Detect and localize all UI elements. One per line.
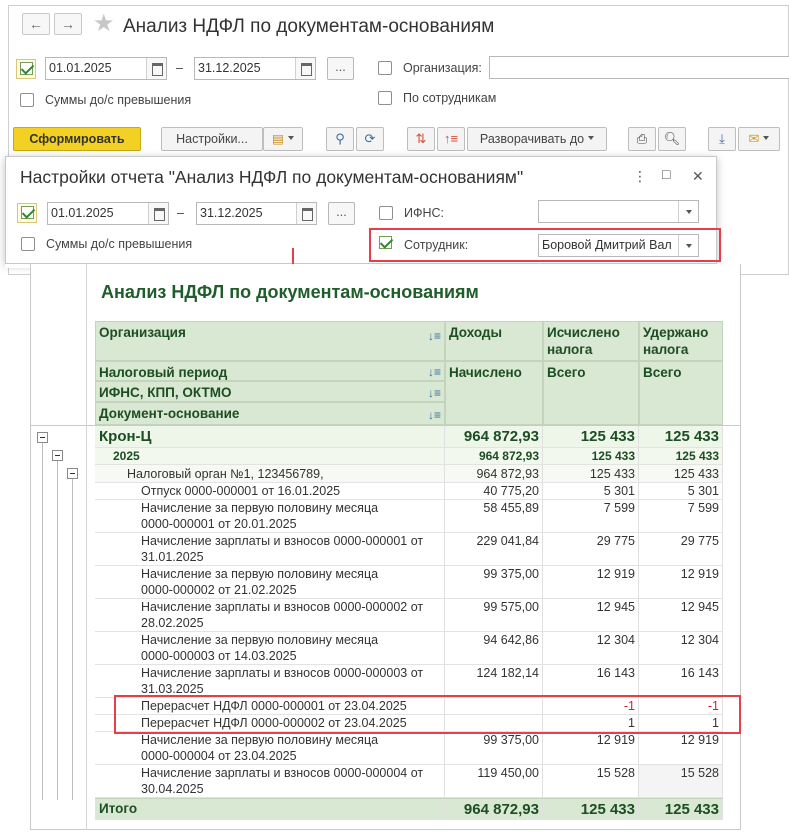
cell-withheld: 15 528: [639, 765, 723, 797]
window-title: Анализ НДФЛ по документам-основаниям: [123, 16, 495, 37]
report-left-divider: [86, 264, 87, 830]
check-icon: [20, 62, 33, 75]
date-from-field[interactable]: [45, 57, 167, 80]
download-icon: ⤓: [719, 131, 725, 146]
header-withheld-label: Удержано налога: [643, 325, 709, 357]
more-icon[interactable]: ⋮: [633, 168, 647, 184]
cell-withheld: 12 919: [639, 732, 723, 764]
dialog-date-from-field[interactable]: [47, 202, 169, 225]
table-row-organization[interactable]: [95, 426, 723, 448]
period-checkbox[interactable]: [16, 59, 36, 79]
report-title: Анализ НДФЛ по документам-основаниям: [101, 282, 479, 302]
header-organization[interactable]: [95, 321, 445, 361]
sort-desc-icon: ↑≡: [443, 131, 459, 146]
header-income-sub-label: Начислено: [449, 365, 522, 380]
dialog-sums-label: Суммы до/с превышения: [46, 237, 193, 251]
tree-line: [42, 443, 43, 800]
calendar-icon[interactable]: [296, 203, 316, 224]
cell-name: Начисление за первую половину месяца 0000-000004 от 23.04.2025: [95, 732, 445, 764]
header-income-sub[interactable]: [445, 361, 543, 425]
back-button[interactable]: [22, 13, 50, 35]
ifns-field[interactable]: [538, 200, 699, 223]
employee-value: Боровой Дмитрий Вал: [542, 238, 672, 252]
cell-income: 119 450,00: [445, 765, 543, 797]
dialog-date-to-field[interactable]: [196, 202, 317, 225]
cell-name: Перерасчет НДФЛ 0000-000002 от 23.04.2025: [95, 715, 445, 731]
cell-withheld: 125 433: [639, 448, 723, 464]
period-select-button[interactable]: ...: [327, 57, 354, 80]
table-row[interactable]: [95, 632, 723, 665]
cell-calculated: 125 433: [543, 448, 639, 464]
sums-label: Суммы до/с превышения: [45, 93, 192, 107]
forward-button[interactable]: [54, 13, 82, 35]
search-next-button[interactable]: [356, 127, 384, 151]
header-income[interactable]: [445, 321, 543, 361]
dialog-sums-checkbox[interactable]: [21, 237, 35, 251]
cell-withheld: -1: [639, 698, 723, 714]
sort-desc-button[interactable]: [437, 127, 465, 151]
cell-calculated: 125 433: [543, 465, 639, 482]
cell-name: Налоговый орган №1, 123456789,: [95, 465, 445, 482]
arrow-right-icon: →: [61, 16, 75, 32]
collapse-icon[interactable]: [67, 468, 78, 479]
table-row[interactable]: [95, 533, 723, 566]
header-doc-basis-label: Документ-основание: [99, 406, 240, 421]
generate-button[interactable]: Сформировать: [13, 127, 141, 151]
cell-calculated: 29 775: [543, 533, 639, 565]
cell-calculated: 16 143: [543, 665, 639, 697]
table-row[interactable]: [95, 500, 723, 533]
print-button[interactable]: [628, 127, 656, 151]
cell-calculated: 5 301: [543, 483, 639, 499]
cell-withheld: 125 433: [639, 799, 723, 819]
maximize-icon[interactable]: □: [662, 166, 671, 182]
by-employees-label: По сотрудникам: [403, 91, 497, 105]
dialog-period-select-button[interactable]: ...: [328, 202, 355, 225]
cell-name: Начисление зарплаты и взносов 0000-000004 от 30.04.2025: [95, 765, 445, 797]
cell-name: Итого: [95, 799, 445, 819]
cell-name: Перерасчет НДФЛ 0000-000001 от 23.04.2025: [95, 698, 445, 714]
search-next-icon: ⟳: [364, 131, 376, 146]
header-calculated-sub[interactable]: [543, 361, 639, 425]
cell-income: 40 775,20: [445, 483, 543, 499]
cell-name: Начисление за первую половину месяца 0000-000002 от 21.02.2025: [95, 566, 445, 598]
header-doc-basis[interactable]: [95, 402, 445, 425]
organization-label: Организация:: [403, 61, 482, 75]
organization-field[interactable]: [489, 56, 789, 79]
print-preview-icon: 🔍︎: [663, 131, 681, 146]
header-calculated-sub-label: Всего: [547, 365, 586, 380]
date-from-value: 01.01.2025: [49, 61, 112, 75]
table-row[interactable]: [95, 483, 723, 500]
cell-calculated: 12 919: [543, 732, 639, 764]
variant-button[interactable]: [263, 127, 303, 151]
table-row[interactable]: [95, 765, 723, 798]
dialog-date-to-value: 31.12.2025: [200, 206, 263, 220]
header-tax-period-label: Налоговый период: [99, 365, 228, 380]
tree-line: [57, 461, 58, 800]
preview-button[interactable]: [658, 127, 686, 151]
search-button[interactable]: [326, 127, 354, 151]
search-icon: ⚲: [335, 131, 345, 146]
cell-calculated: 125 433: [543, 799, 639, 819]
dialog-period-checkbox[interactable]: [17, 203, 37, 223]
cell-income: 99 375,00: [445, 732, 543, 764]
cell-withheld: 125 433: [639, 465, 723, 482]
ifns-checkbox[interactable]: [379, 206, 393, 220]
calendar-icon[interactable]: [146, 58, 166, 79]
favorite-star-icon[interactable]: ★: [93, 10, 115, 37]
cell-withheld: 125 433: [639, 426, 723, 447]
send-button[interactable]: [738, 127, 780, 151]
chevron-down-icon[interactable]: [678, 201, 698, 222]
cell-name: Начисление за первую половину месяца 0000-000003 от 14.03.2025: [95, 632, 445, 664]
dialog-date-dash: –: [177, 206, 184, 220]
employee-label: Сотрудник:: [404, 238, 469, 252]
cell-name: Отпуск 0000-000001 от 16.01.2025: [95, 483, 445, 499]
cell-calculated: 15 528: [543, 765, 639, 797]
header-ifns-label: ИФНС, КПП, ОКТМО: [99, 385, 232, 400]
cell-name: Начисление зарплаты и взносов 0000-000003 от 31.03.2025: [95, 665, 445, 697]
date-dash: –: [176, 61, 183, 75]
table-row[interactable]: [95, 566, 723, 599]
cell-calculated: 7 599: [543, 500, 639, 532]
cell-name: Крон-Ц: [95, 426, 445, 447]
header-withheld-sub[interactable]: [639, 361, 723, 425]
cell-withheld: 7 599: [639, 500, 723, 532]
header-withheld[interactable]: [639, 321, 723, 361]
cell-income: 99 575,00: [445, 599, 543, 631]
table-row[interactable]: [95, 599, 723, 632]
table-row-tax-authority[interactable]: [95, 465, 723, 483]
cell-withheld: 5 301: [639, 483, 723, 499]
settings-button[interactable]: Настройки...: [161, 127, 263, 151]
employee-highlight: [369, 228, 721, 262]
cell-income: 964 872,93: [445, 799, 543, 819]
sort-icon[interactable]: ↓≡: [427, 386, 441, 400]
calendar-icon[interactable]: [148, 203, 168, 224]
collapse-icon[interactable]: [52, 450, 63, 461]
header-calculated-label: Исчислено налога: [547, 325, 620, 357]
table-row-year[interactable]: [95, 448, 723, 465]
cell-calculated: 12 945: [543, 599, 639, 631]
sort-asc-button[interactable]: [407, 127, 435, 151]
arrow-left-icon: ←: [29, 16, 43, 32]
cell-calculated: 12 304: [543, 632, 639, 664]
cell-name: 2025: [95, 448, 445, 464]
report-variant-icon: ▤: [272, 132, 284, 146]
expand-to-label: Разворачивать до: [479, 132, 585, 146]
cell-income: 964 872,93: [445, 465, 543, 482]
cell-income: 124 182,14: [445, 665, 543, 697]
cell-withheld: 29 775: [639, 533, 723, 565]
dialog-title: Настройки отчета "Анализ НДФЛ по документам-основаниям": [20, 167, 524, 187]
cell-income: 964 872,93: [445, 426, 543, 447]
settings-dialog: [5, 156, 717, 264]
tree-line: [72, 479, 73, 800]
sums-checkbox[interactable]: [20, 93, 34, 107]
header-ifns[interactable]: [95, 381, 445, 402]
cell-calculated: 125 433: [543, 426, 639, 447]
calendar-icon[interactable]: [295, 58, 315, 79]
sort-icon[interactable]: ↓≡: [427, 365, 441, 379]
save-button[interactable]: [708, 127, 736, 151]
cell-name: Начисление зарплаты и взносов 0000-000001 от 31.01.2025: [95, 533, 445, 565]
cell-calculated: -1: [543, 698, 639, 714]
collapse-icon[interactable]: [37, 432, 48, 443]
header-income-label: Доходы: [449, 325, 503, 340]
table-row[interactable]: [95, 665, 723, 698]
cell-income: 964 872,93: [445, 448, 543, 464]
header-organization-label: Организация: [99, 325, 186, 340]
expand-to-button[interactable]: [467, 127, 607, 151]
dialog-edge: [5, 264, 30, 268]
cell-withheld: 12 919: [639, 566, 723, 598]
check-icon: [21, 206, 34, 219]
sort-icon[interactable]: ↓≡: [427, 329, 441, 343]
header-calculated[interactable]: [543, 321, 639, 361]
cell-income: 99 375,00: [445, 566, 543, 598]
cell-income: 94 642,86: [445, 632, 543, 664]
cell-withheld: 1: [639, 715, 723, 731]
close-icon[interactable]: ✕: [692, 168, 704, 184]
sort-asc-icon: ⇅: [415, 131, 427, 146]
table-row[interactable]: [95, 732, 723, 765]
cell-name: Начисление зарплаты и взносов 0000-000002 от 28.02.2025: [95, 599, 445, 631]
date-to-value: 31.12.2025: [198, 61, 261, 75]
ifns-label: ИФНС:: [404, 206, 445, 220]
print-icon: ⎙: [636, 131, 648, 146]
envelope-icon: ✉: [748, 131, 760, 146]
cell-income: 229 041,84: [445, 533, 543, 565]
recalc-rows-highlight: [114, 695, 741, 734]
by-employees-checkbox[interactable]: [378, 91, 392, 105]
date-to-field[interactable]: [194, 57, 316, 80]
table-row-total[interactable]: [95, 798, 723, 820]
cell-calculated: 12 919: [543, 566, 639, 598]
sort-icon[interactable]: ↓≡: [427, 408, 441, 422]
organization-checkbox[interactable]: [378, 61, 392, 75]
cell-withheld: 12 304: [639, 632, 723, 664]
cell-calculated: 1: [543, 715, 639, 731]
cell-income: 58 455,89: [445, 500, 543, 532]
header-tax-period[interactable]: [95, 361, 445, 381]
cell-withheld: 12 945: [639, 599, 723, 631]
dialog-date-from-value: 01.01.2025: [51, 206, 114, 220]
cell-withheld: 16 143: [639, 665, 723, 697]
header-withheld-sub-label: Всего: [643, 365, 682, 380]
cell-name: Начисление за первую половину месяца 0000-000001 от 20.01.2025: [95, 500, 445, 532]
